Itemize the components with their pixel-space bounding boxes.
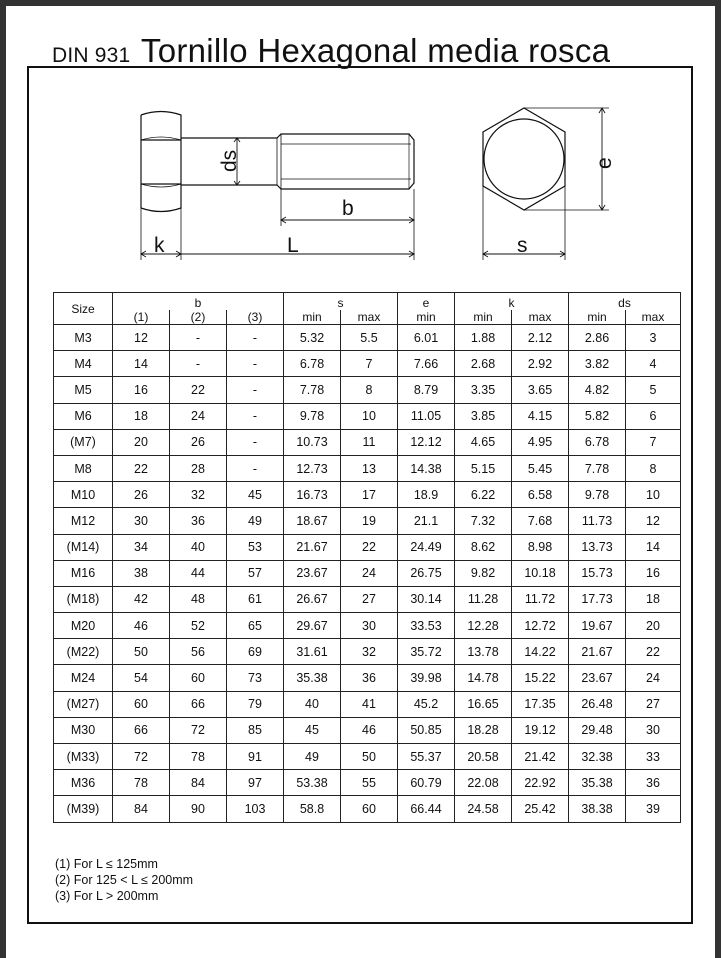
value-cell: 40 (170, 534, 227, 560)
value-cell: 50 (341, 744, 398, 770)
value-cell: 32 (170, 482, 227, 508)
value-cell: 3.85 (455, 403, 512, 429)
value-cell: 30 (341, 613, 398, 639)
value-cell: 26.75 (398, 560, 455, 586)
value-cell: 15.73 (569, 560, 626, 586)
table-row (54, 717, 681, 743)
table-body (54, 325, 681, 823)
value-cell: 90 (170, 796, 227, 822)
subheader: min (284, 310, 341, 325)
table-row (54, 482, 681, 508)
value-cell: 39.98 (398, 665, 455, 691)
value-cell: 35.72 (398, 639, 455, 665)
size-cell: M3 (54, 325, 113, 351)
value-cell: 14.22 (512, 639, 569, 665)
size-cell: M5 (54, 377, 113, 403)
subheader: min (398, 310, 455, 325)
value-cell: 56 (170, 639, 227, 665)
footnote: (2) For 125 < L ≤ 200mm (55, 873, 194, 887)
value-cell: 17.35 (512, 691, 569, 717)
size-cell: M4 (54, 351, 113, 377)
value-cell: 26 (113, 482, 170, 508)
e-header: e (398, 293, 455, 311)
value-cell: 3 (626, 325, 681, 351)
value-cell: - (227, 377, 284, 403)
value-cell: 32 (341, 639, 398, 665)
value-cell: 12.73 (284, 455, 341, 481)
value-cell: 5.32 (284, 325, 341, 351)
value-cell: 46 (113, 613, 170, 639)
value-cell: 8.79 (398, 377, 455, 403)
value-cell: 11.05 (398, 403, 455, 429)
value-cell: 4.95 (512, 429, 569, 455)
value-cell: 19.67 (569, 613, 626, 639)
value-cell: 12.28 (455, 613, 512, 639)
value-cell: 29.67 (284, 613, 341, 639)
value-cell: 22 (626, 639, 681, 665)
value-cell: 5.15 (455, 455, 512, 481)
value-cell: 13.73 (569, 534, 626, 560)
s-header: s (284, 293, 398, 311)
value-cell: - (227, 429, 284, 455)
table-row (54, 325, 681, 351)
table-row (54, 691, 681, 717)
value-cell: 25.42 (512, 796, 569, 822)
value-cell: 49 (227, 508, 284, 534)
value-cell: 12 (626, 508, 681, 534)
value-cell: 8.98 (512, 534, 569, 560)
value-cell: 30.14 (398, 586, 455, 612)
value-cell: 1.88 (455, 325, 512, 351)
table-row (54, 796, 681, 822)
value-cell: 24 (170, 403, 227, 429)
value-cell: 18.28 (455, 717, 512, 743)
value-cell: 6.78 (284, 351, 341, 377)
dimensions-table (53, 292, 681, 823)
size-cell: (M18) (54, 586, 113, 612)
table-row (54, 429, 681, 455)
value-cell: 24.58 (455, 796, 512, 822)
value-cell: 79 (227, 691, 284, 717)
value-cell: 14.38 (398, 455, 455, 481)
size-cell: (M33) (54, 744, 113, 770)
value-cell: 26 (170, 429, 227, 455)
value-cell: 9.78 (569, 482, 626, 508)
footnotes (55, 856, 193, 904)
datasheet-page (6, 6, 715, 958)
subheader: max (341, 310, 398, 325)
value-cell: 38.38 (569, 796, 626, 822)
value-cell: 3.65 (512, 377, 569, 403)
value-cell: 35.38 (569, 770, 626, 796)
value-cell: 6.22 (455, 482, 512, 508)
table-row (54, 613, 681, 639)
value-cell: 16.65 (455, 691, 512, 717)
size-cell: (M39) (54, 796, 113, 822)
e-label: e (593, 157, 616, 169)
value-cell: 11.73 (569, 508, 626, 534)
table-row (54, 744, 681, 770)
value-cell: 22 (341, 534, 398, 560)
value-cell: 11 (341, 429, 398, 455)
value-cell: 5.45 (512, 455, 569, 481)
k-label: k (154, 234, 165, 257)
ds-label: ds (218, 149, 241, 172)
table-row (54, 508, 681, 534)
value-cell: 53 (227, 534, 284, 560)
table-row (54, 639, 681, 665)
page-title (52, 32, 610, 70)
table-row (54, 377, 681, 403)
value-cell: 41 (341, 691, 398, 717)
value-cell: 97 (227, 770, 284, 796)
value-cell: 16 (626, 560, 681, 586)
value-cell: 78 (113, 770, 170, 796)
b-label: b (342, 197, 354, 220)
value-cell: 8 (341, 377, 398, 403)
value-cell: 45 (227, 482, 284, 508)
value-cell: 32.38 (569, 744, 626, 770)
value-cell: 28 (170, 455, 227, 481)
value-cell: 7 (626, 429, 681, 455)
value-cell: 7.78 (569, 455, 626, 481)
value-cell: 26.48 (569, 691, 626, 717)
value-cell: 44 (170, 560, 227, 586)
value-cell: 30 (626, 717, 681, 743)
value-cell: 3.35 (455, 377, 512, 403)
subheader: (3) (227, 310, 284, 325)
value-cell: 45 (284, 717, 341, 743)
value-cell: 27 (341, 586, 398, 612)
value-cell: 54 (113, 665, 170, 691)
value-cell: 3.82 (569, 351, 626, 377)
value-cell: 17.73 (569, 586, 626, 612)
spec-frame (27, 66, 693, 924)
value-cell: 12 (113, 325, 170, 351)
value-cell: 14 (113, 351, 170, 377)
value-cell: 5.5 (341, 325, 398, 351)
value-cell: 35.38 (284, 665, 341, 691)
value-cell: 85 (227, 717, 284, 743)
k-header: k (455, 293, 569, 311)
value-cell: - (227, 455, 284, 481)
value-cell: - (227, 351, 284, 377)
value-cell: 16 (113, 377, 170, 403)
value-cell: 61 (227, 586, 284, 612)
value-cell: 12.12 (398, 429, 455, 455)
value-cell: 60.79 (398, 770, 455, 796)
value-cell: 18.67 (284, 508, 341, 534)
value-cell: 36 (341, 665, 398, 691)
size-cell: M8 (54, 455, 113, 481)
product-name: Tornillo Hexagonal media rosca (140, 32, 611, 69)
value-cell: 24.49 (398, 534, 455, 560)
value-cell: 21.67 (284, 534, 341, 560)
value-cell: 27 (626, 691, 681, 717)
value-cell: 17 (341, 482, 398, 508)
size-cell: M10 (54, 482, 113, 508)
value-cell: 24 (341, 560, 398, 586)
value-cell: 6.78 (569, 429, 626, 455)
value-cell: 6.01 (398, 325, 455, 351)
value-cell: 22 (113, 455, 170, 481)
value-cell: 42 (113, 586, 170, 612)
value-cell: - (227, 403, 284, 429)
s-label: s (517, 234, 528, 257)
size-cell: (M14) (54, 534, 113, 560)
value-cell: 60 (170, 665, 227, 691)
value-cell: 9.82 (455, 560, 512, 586)
value-cell: 4.82 (569, 377, 626, 403)
table-row (54, 586, 681, 612)
value-cell: 9.78 (284, 403, 341, 429)
value-cell: - (170, 325, 227, 351)
value-cell: 29.48 (569, 717, 626, 743)
ds-header: ds (569, 293, 681, 311)
bolt-technical-drawing (29, 68, 691, 293)
b-header: b (113, 293, 284, 311)
L-label: L (287, 234, 299, 257)
value-cell: 66.44 (398, 796, 455, 822)
value-cell: 4 (626, 351, 681, 377)
value-cell: 30 (113, 508, 170, 534)
subheader: min (455, 310, 512, 325)
value-cell: 66 (113, 717, 170, 743)
value-cell: 12.72 (512, 613, 569, 639)
value-cell: 65 (227, 613, 284, 639)
value-cell: 14.78 (455, 665, 512, 691)
value-cell: 22.92 (512, 770, 569, 796)
value-cell: 72 (113, 744, 170, 770)
value-cell: 50 (113, 639, 170, 665)
value-cell: 2.86 (569, 325, 626, 351)
value-cell: 78 (170, 744, 227, 770)
size-cell: (M27) (54, 691, 113, 717)
value-cell: 11.72 (512, 586, 569, 612)
value-cell: 36 (626, 770, 681, 796)
value-cell: 10.73 (284, 429, 341, 455)
value-cell: 21.1 (398, 508, 455, 534)
table-row (54, 770, 681, 796)
value-cell: 26.67 (284, 586, 341, 612)
value-cell: 24 (626, 665, 681, 691)
value-cell: 21.67 (569, 639, 626, 665)
table-row (54, 455, 681, 481)
size-cell: (M7) (54, 429, 113, 455)
value-cell: 14 (626, 534, 681, 560)
value-cell: 20 (113, 429, 170, 455)
value-cell: 7.32 (455, 508, 512, 534)
value-cell: - (170, 351, 227, 377)
value-cell: 33 (626, 744, 681, 770)
value-cell: 8 (626, 455, 681, 481)
size-cell: M20 (54, 613, 113, 639)
size-cell: M24 (54, 665, 113, 691)
value-cell: 60 (113, 691, 170, 717)
value-cell: 6 (626, 403, 681, 429)
value-cell: 84 (113, 796, 170, 822)
value-cell: 57 (227, 560, 284, 586)
value-cell: 36 (170, 508, 227, 534)
value-cell: 33.53 (398, 613, 455, 639)
footnote: (3) For L > 200mm (55, 889, 159, 903)
value-cell: 50.85 (398, 717, 455, 743)
value-cell: 16.73 (284, 482, 341, 508)
value-cell: 13 (341, 455, 398, 481)
value-cell: 84 (170, 770, 227, 796)
subheader: max (626, 310, 681, 325)
value-cell: 45.2 (398, 691, 455, 717)
value-cell: 10 (341, 403, 398, 429)
value-cell: 4.65 (455, 429, 512, 455)
table-row (54, 351, 681, 377)
value-cell: 7.68 (512, 508, 569, 534)
value-cell: 34 (113, 534, 170, 560)
value-cell: 91 (227, 744, 284, 770)
value-cell: 7.78 (284, 377, 341, 403)
value-cell: 8.62 (455, 534, 512, 560)
value-cell: 73 (227, 665, 284, 691)
value-cell: 23.67 (284, 560, 341, 586)
value-cell: 39 (626, 796, 681, 822)
value-cell: 40 (284, 691, 341, 717)
value-cell: 22 (170, 377, 227, 403)
value-cell: 55.37 (398, 744, 455, 770)
value-cell: 10.18 (512, 560, 569, 586)
subheader: max (512, 310, 569, 325)
value-cell: 55 (341, 770, 398, 796)
value-cell: 7 (341, 351, 398, 377)
value-cell: 103 (227, 796, 284, 822)
table-row (54, 403, 681, 429)
size-cell: M6 (54, 403, 113, 429)
value-cell: 11.28 (455, 586, 512, 612)
subheader: min (569, 310, 626, 325)
size-cell: M16 (54, 560, 113, 586)
value-cell: 18.9 (398, 482, 455, 508)
value-cell: 5.82 (569, 403, 626, 429)
value-cell: 5 (626, 377, 681, 403)
subheader: (2) (170, 310, 227, 325)
value-cell: 38 (113, 560, 170, 586)
value-cell: 7.66 (398, 351, 455, 377)
footnote: (1) For L ≤ 125mm (55, 857, 158, 871)
value-cell: 23.67 (569, 665, 626, 691)
value-cell: - (227, 325, 284, 351)
value-cell: 53.38 (284, 770, 341, 796)
value-cell: 69 (227, 639, 284, 665)
standard-code: DIN 931 (52, 44, 131, 67)
value-cell: 66 (170, 691, 227, 717)
value-cell: 18 (113, 403, 170, 429)
size-cell: M30 (54, 717, 113, 743)
value-cell: 19.12 (512, 717, 569, 743)
value-cell: 58.8 (284, 796, 341, 822)
value-cell: 49 (284, 744, 341, 770)
table-row (54, 560, 681, 586)
value-cell: 2.92 (512, 351, 569, 377)
table-row (54, 534, 681, 560)
table-row (54, 665, 681, 691)
size-cell: M36 (54, 770, 113, 796)
value-cell: 20 (626, 613, 681, 639)
value-cell: 21.42 (512, 744, 569, 770)
value-cell: 6.58 (512, 482, 569, 508)
size-header: Size (54, 293, 113, 325)
value-cell: 2.12 (512, 325, 569, 351)
value-cell: 46 (341, 717, 398, 743)
value-cell: 4.15 (512, 403, 569, 429)
value-cell: 10 (626, 482, 681, 508)
value-cell: 22.08 (455, 770, 512, 796)
value-cell: 72 (170, 717, 227, 743)
value-cell: 15.22 (512, 665, 569, 691)
value-cell: 13.78 (455, 639, 512, 665)
value-cell: 52 (170, 613, 227, 639)
value-cell: 48 (170, 586, 227, 612)
subheader: (1) (113, 310, 170, 325)
size-cell: (M22) (54, 639, 113, 665)
size-cell: M12 (54, 508, 113, 534)
value-cell: 2.68 (455, 351, 512, 377)
value-cell: 18 (626, 586, 681, 612)
value-cell: 60 (341, 796, 398, 822)
value-cell: 19 (341, 508, 398, 534)
value-cell: 31.61 (284, 639, 341, 665)
value-cell: 20.58 (455, 744, 512, 770)
